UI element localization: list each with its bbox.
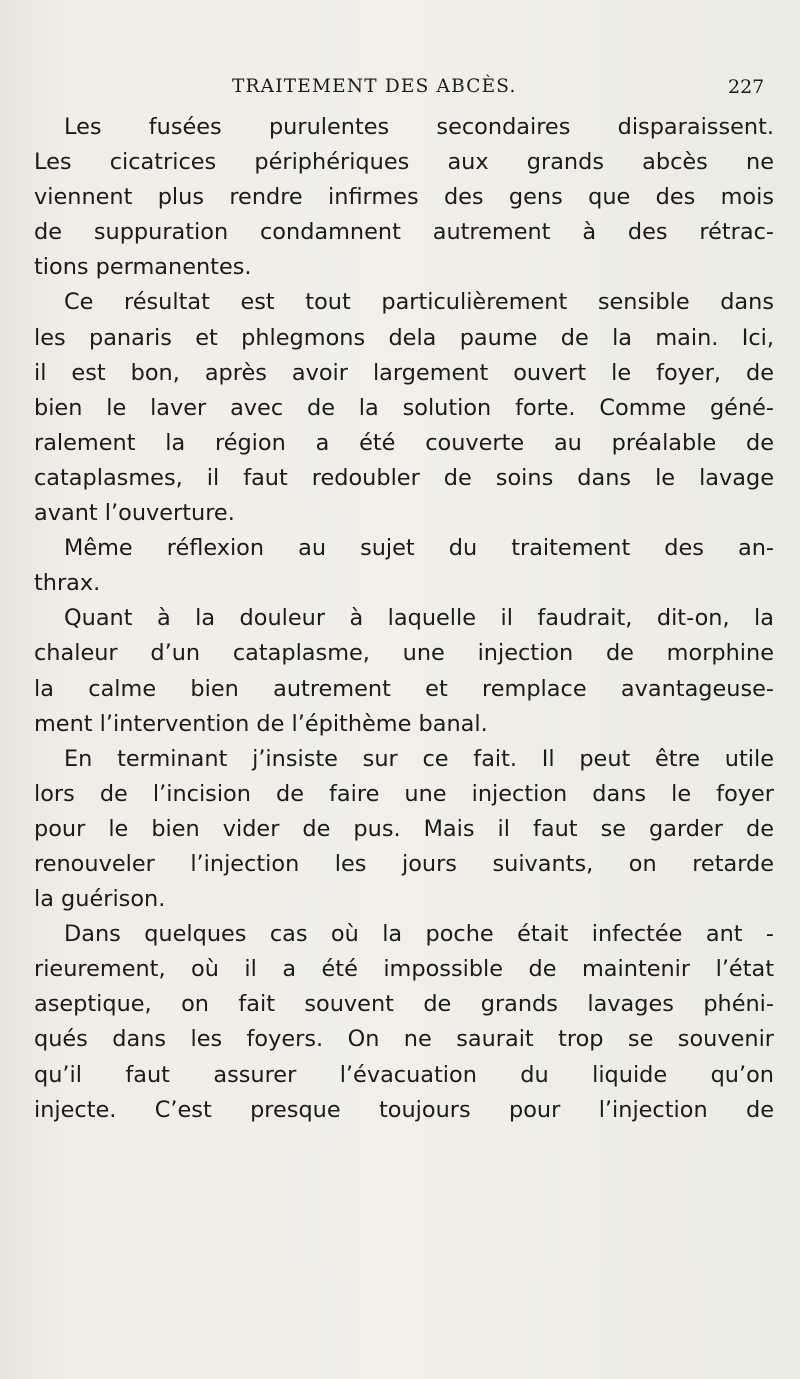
text-line: qu’il faut assurer l’évacuation du liquide qu’on — [34, 1061, 774, 1088]
text-line: Quant à la douleur à laquelle il faudrait, dit-on, la — [64, 605, 774, 632]
text-line: renouveler l’injection les jours suivants, on retarde — [34, 850, 774, 877]
text-line: thrax. — [34, 570, 101, 597]
text-line: pour le bien vider de pus. Mais il faut se garder de — [34, 815, 774, 842]
running-head: TRAITEMENT DES ABCÈS. — [232, 76, 517, 97]
text-line: Les cicatrices périphériques aux grands abcès ne — [34, 149, 774, 176]
text-line: il est bon, après avoir largement ouvert le foyer, de — [34, 359, 774, 386]
text-line: Les fusées purulentes secondaires disparaissent. — [64, 114, 774, 140]
text-line: ment l’intervention de l’épithème banal. — [34, 710, 488, 737]
text-line: Dans quelques cas où la poche était infectée ant - — [64, 921, 774, 948]
text-line: lors de l’incision de faire une injection dans le foyer — [34, 780, 774, 807]
text-line: viennent plus rendre infirmes des gens que des mois — [34, 184, 774, 211]
text-line: Ce résultat est tout particulièrement sensible dans — [64, 289, 774, 316]
text-line: rieurement, où il a été impossible de maintenir l’état — [34, 956, 774, 983]
text-line: aseptique, on fait souvent de grands lavages phéni- — [34, 991, 774, 1018]
text-line: bien le laver avec de la solution forte. Comme géné- — [34, 394, 774, 421]
text-line: ralement la région a été couverte au préalable de — [34, 429, 774, 456]
text-line: En terminant j’insiste sur ce fait. Il peut être utile — [64, 745, 774, 772]
page-number: 227 — [728, 76, 765, 98]
text-line: chaleur d’un cataplasme, une injection de morphine — [34, 640, 774, 667]
page-header — [0, 74, 800, 104]
text-line: les panaris et phlegmons dela paume de la main. Ici, — [34, 324, 774, 351]
text-line: de suppuration condamnent autrement à des rétrac- — [34, 219, 774, 246]
text-line: cataplasmes, il faut redoubler de soins dans le lavage — [34, 464, 774, 491]
text-line: injecte. C’est presque toujours pour l’injection de — [34, 1096, 774, 1123]
text-line: la calme bien autrement et remplace avantageuse- — [34, 675, 774, 702]
body-text — [34, 110, 774, 1128]
text-line: tions permanentes. — [34, 254, 252, 281]
text-line: qués dans les foyers. On ne saurait trop se souvenir — [34, 1026, 774, 1053]
text-line: Même réflexion au sujet du traitement des an- — [64, 535, 774, 562]
text-line: la guérison. — [34, 886, 166, 913]
text-line: avant l’ouverture. — [34, 500, 235, 527]
